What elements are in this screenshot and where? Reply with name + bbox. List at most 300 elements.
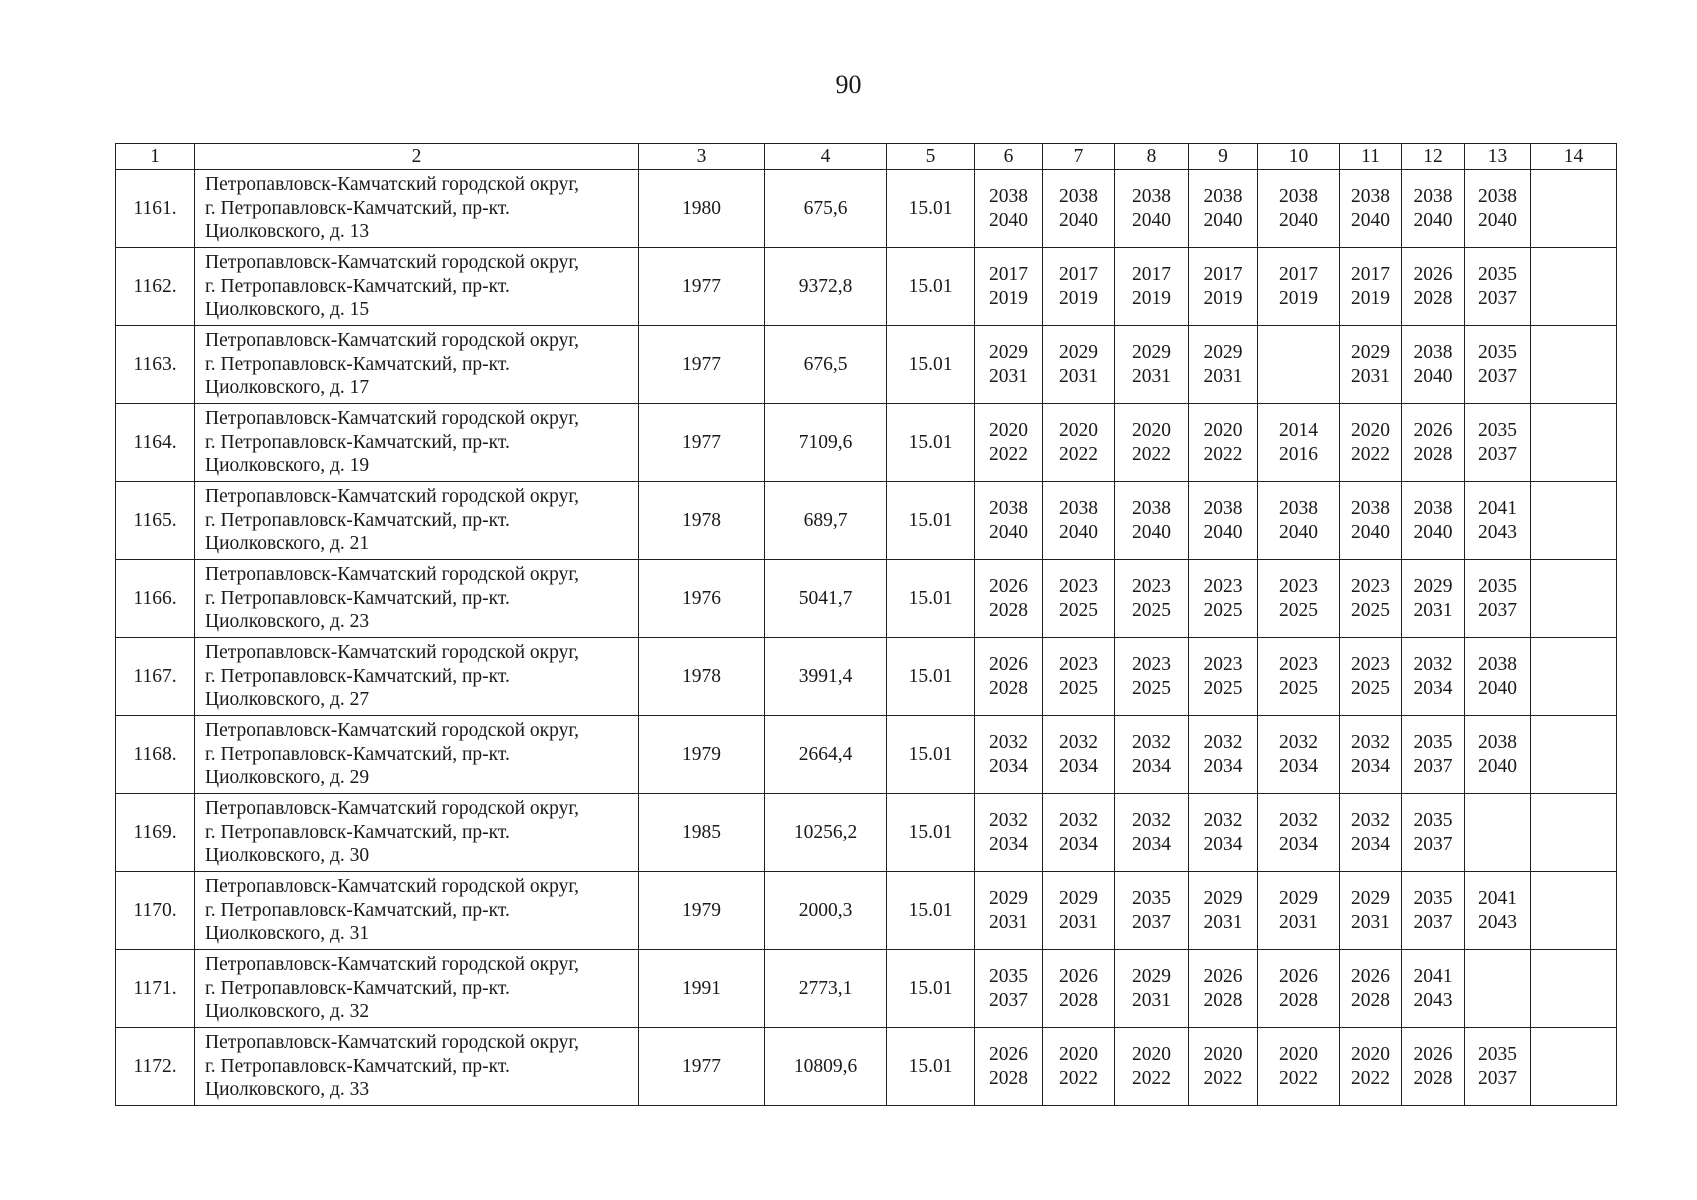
period-start-year: 2035: [1132, 888, 1171, 909]
table-row: [116, 404, 1617, 482]
period-start-year: 2023: [1132, 576, 1171, 597]
address-line: Петропавловск-Камчатский городской округ,: [205, 174, 580, 196]
row-number-cell: 1169.: [116, 794, 195, 872]
row-number-cell: 1163.: [116, 326, 195, 404]
period-start-year: 2023: [1203, 654, 1243, 675]
column-header-12: 12: [1402, 144, 1465, 170]
address-cell: [195, 326, 639, 404]
period-end-year: 2025: [1351, 677, 1390, 699]
address-cell: [195, 482, 639, 560]
period-cell: [1189, 404, 1258, 482]
area-cell: 675,6: [765, 170, 887, 248]
period-cell: [1402, 482, 1465, 560]
period-end-year: 2040: [1279, 209, 1318, 231]
table-row: [116, 1028, 1617, 1106]
period-cell: [975, 794, 1043, 872]
row-number-cell: 1168.: [116, 716, 195, 794]
table-row: [116, 950, 1617, 1028]
period-end-year: 2019: [1059, 287, 1098, 309]
period-cell: [1340, 248, 1402, 326]
period-end-year: 2022: [989, 443, 1028, 465]
period-start-year: 2020: [1203, 420, 1243, 441]
period-start-year: 2023: [1279, 576, 1318, 597]
period-start-year: 2029: [1413, 576, 1453, 597]
period-cell: [1115, 872, 1189, 950]
period-cell: [1531, 170, 1617, 248]
period-cell: [1043, 482, 1115, 560]
code-cell: 15.01: [887, 638, 975, 716]
period-end-year: 2031: [989, 365, 1028, 387]
period-start-year: 2029: [1059, 342, 1098, 363]
period-start-year: 2032: [1351, 810, 1390, 831]
table-row: [116, 872, 1617, 950]
period-end-year: 2019: [1203, 287, 1243, 309]
period-cell: [1258, 716, 1340, 794]
area-cell: 10256,2: [765, 794, 887, 872]
period-start-year: 2026: [1203, 966, 1243, 987]
period-start-year: 2017: [1203, 264, 1243, 285]
registry-table: [115, 143, 1617, 1106]
period-cell: [1258, 794, 1340, 872]
address-line: Петропавловск-Камчатский городской округ,: [205, 1032, 580, 1054]
period-start-year: 2032: [1413, 654, 1453, 675]
period-cell: [1189, 872, 1258, 950]
period-end-year: 2022: [1203, 443, 1243, 465]
row-number-cell: 1161.: [116, 170, 195, 248]
address-line: Петропавловск-Камчатский городской округ,: [205, 876, 580, 898]
period-end-year: 2040: [1203, 521, 1243, 543]
period-cell: [1465, 170, 1531, 248]
period-cell: [1531, 248, 1617, 326]
period-cell: [1465, 716, 1531, 794]
period-end-year: 2037: [1413, 755, 1453, 777]
address-line: Петропавловск-Камчатский городской округ,: [205, 564, 580, 586]
period-cell: [1258, 404, 1340, 482]
period-end-year: 2025: [1059, 599, 1098, 621]
period-start-year: 2026: [1413, 1044, 1453, 1065]
period-cell: [1258, 560, 1340, 638]
address-line: г. Петропавловск-Камчатский, пр-кт.: [205, 665, 510, 687]
period-end-year: 2034: [1059, 755, 1098, 777]
row-number-cell: 1167.: [116, 638, 195, 716]
period-end-year: 2031: [1132, 989, 1171, 1011]
period-cell: [1402, 326, 1465, 404]
code-cell: 15.01: [887, 404, 975, 482]
period-cell: [1043, 716, 1115, 794]
period-start-year: 2035: [1478, 576, 1517, 597]
period-cell: [1043, 638, 1115, 716]
period-end-year: 2040: [1478, 755, 1517, 777]
period-end-year: 2031: [989, 911, 1028, 933]
period-start-year: 2038: [1413, 342, 1453, 363]
period-end-year: 2028: [1059, 989, 1098, 1011]
period-end-year: 2037: [1478, 365, 1517, 387]
period-cell: [1531, 326, 1617, 404]
period-end-year: 2025: [1059, 677, 1098, 699]
period-end-year: 2034: [1413, 677, 1453, 699]
period-start-year: 2035: [1478, 342, 1517, 363]
period-start-year: 2038: [1279, 186, 1318, 207]
period-cell: [1465, 404, 1531, 482]
address-line: г. Петропавловск-Камчатский, пр-кт.: [205, 353, 510, 375]
period-cell: [1531, 404, 1617, 482]
address-line: Петропавловск-Камчатский городской округ,: [205, 252, 580, 274]
period-start-year: 2038: [1413, 498, 1453, 519]
address-line: Петропавловск-Камчатский городской округ,: [205, 642, 580, 664]
period-cell: [1465, 1028, 1531, 1106]
row-number-cell: 1166.: [116, 560, 195, 638]
period-cell: [1465, 482, 1531, 560]
address-line: Циолковского, д. 15: [205, 299, 370, 321]
period-end-year: 2022: [1132, 443, 1171, 465]
period-end-year: 2040: [1478, 209, 1517, 231]
period-start-year: 2038: [1478, 186, 1517, 207]
period-cell: [1115, 794, 1189, 872]
period-end-year: 2037: [1478, 1067, 1517, 1089]
period-start-year: 2038: [1132, 186, 1171, 207]
period-cell: [1258, 326, 1340, 404]
code-cell: 15.01: [887, 560, 975, 638]
period-end-year: 2037: [1478, 443, 1517, 465]
period-cell: [1115, 170, 1189, 248]
period-start-year: 2026: [1413, 264, 1453, 285]
period-start-year: 2035: [1413, 732, 1453, 753]
period-start-year: 2035: [1478, 1044, 1517, 1065]
address-line: Петропавловск-Камчатский городской округ,: [205, 408, 580, 430]
build-year-cell: 1978: [639, 638, 765, 716]
period-cell: [1340, 1028, 1402, 1106]
column-header-13: 13: [1465, 144, 1531, 170]
period-start-year: 2020: [989, 420, 1028, 441]
period-start-year: 2041: [1478, 888, 1517, 909]
row-number-cell: 1164.: [116, 404, 195, 482]
period-cell: [1402, 872, 1465, 950]
period-start-year: 2032: [1132, 810, 1171, 831]
address-cell: [195, 1028, 639, 1106]
build-year-cell: 1979: [639, 872, 765, 950]
period-end-year: 2031: [1413, 599, 1453, 621]
period-cell: [1189, 950, 1258, 1028]
period-start-year: 2017: [989, 264, 1028, 285]
period-start-year: 2038: [989, 186, 1028, 207]
period-end-year: 2031: [1203, 365, 1243, 387]
address-line: Циолковского, д. 23: [205, 611, 370, 633]
period-start-year: 2020: [1351, 420, 1390, 441]
period-end-year: 2031: [1059, 365, 1098, 387]
address-cell: [195, 638, 639, 716]
build-year-cell: 1977: [639, 248, 765, 326]
period-start-year: 2017: [1132, 264, 1171, 285]
period-cell: [975, 326, 1043, 404]
table-body: [116, 144, 1617, 1106]
period-end-year: 2022: [1132, 1067, 1171, 1089]
period-start-year: 2023: [1279, 654, 1318, 675]
period-start-year: 2029: [1351, 888, 1390, 909]
period-end-year: 2022: [1351, 1067, 1390, 1089]
period-cell: [975, 872, 1043, 950]
period-cell: [1189, 326, 1258, 404]
address-line: г. Петропавловск-Камчатский, пр-кт.: [205, 821, 510, 843]
period-start-year: 2038: [1059, 186, 1098, 207]
row-number-cell: 1170.: [116, 872, 195, 950]
period-cell: [1465, 560, 1531, 638]
area-cell: 2773,1: [765, 950, 887, 1028]
period-cell: [1043, 560, 1115, 638]
address-line: Петропавловск-Камчатский городской округ,: [205, 330, 580, 352]
period-end-year: 2040: [1132, 521, 1171, 543]
address-line: Циолковского, д. 19: [205, 455, 370, 477]
row-number-cell: 1172.: [116, 1028, 195, 1106]
table-row: [116, 248, 1617, 326]
build-year-cell: 1977: [639, 326, 765, 404]
address-line: г. Петропавловск-Камчатский, пр-кт.: [205, 275, 510, 297]
period-end-year: 2028: [1413, 1067, 1453, 1089]
period-end-year: 2031: [1351, 365, 1390, 387]
row-number-cell: 1165.: [116, 482, 195, 560]
period-cell: [1402, 794, 1465, 872]
code-cell: 15.01: [887, 716, 975, 794]
period-cell: [975, 170, 1043, 248]
period-end-year: 2019: [1351, 287, 1390, 309]
period-end-year: 2037: [1132, 911, 1171, 933]
period-end-year: 2040: [1132, 209, 1171, 231]
address-line: Циолковского, д. 21: [205, 533, 370, 555]
period-cell: [1402, 170, 1465, 248]
period-cell: [1340, 872, 1402, 950]
period-start-year: 2038: [1351, 186, 1390, 207]
period-cell: [1258, 950, 1340, 1028]
period-end-year: 2040: [1059, 521, 1098, 543]
period-end-year: 2028: [989, 1067, 1028, 1089]
build-year-cell: 1980: [639, 170, 765, 248]
address-cell: [195, 950, 639, 1028]
column-header-3: 3: [639, 144, 765, 170]
period-end-year: 2025: [1279, 677, 1318, 699]
period-end-year: 2019: [1132, 287, 1171, 309]
period-start-year: 2032: [1059, 732, 1098, 753]
period-start-year: 2035: [1478, 264, 1517, 285]
address-line: Циолковского, д. 17: [205, 377, 370, 399]
period-cell: [1465, 248, 1531, 326]
period-cell: [1531, 716, 1617, 794]
period-end-year: 2037: [1478, 599, 1517, 621]
period-cell: [1402, 716, 1465, 794]
period-start-year: 2017: [1279, 264, 1318, 285]
period-start-year: 2023: [1059, 576, 1098, 597]
build-year-cell: 1979: [639, 716, 765, 794]
column-header-10: 10: [1258, 144, 1340, 170]
period-end-year: 2034: [1203, 755, 1243, 777]
table-row: [116, 482, 1617, 560]
table-row: [116, 716, 1617, 794]
period-end-year: 2031: [1351, 911, 1390, 933]
period-cell: [1115, 950, 1189, 1028]
period-start-year: 2026: [989, 1044, 1028, 1065]
period-cell: [1115, 482, 1189, 560]
period-start-year: 2032: [1351, 732, 1390, 753]
period-cell: [1340, 794, 1402, 872]
period-end-year: 2034: [1351, 833, 1390, 855]
period-start-year: 2029: [1203, 342, 1243, 363]
period-start-year: 2029: [1203, 888, 1243, 909]
period-cell: [1340, 326, 1402, 404]
period-cell: [1043, 404, 1115, 482]
address-line: Циолковского, д. 27: [205, 689, 370, 711]
period-end-year: 2028: [989, 677, 1028, 699]
period-cell: [1115, 560, 1189, 638]
period-cell: [1531, 794, 1617, 872]
period-cell: [1115, 404, 1189, 482]
period-cell: [1531, 950, 1617, 1028]
period-cell: [1340, 482, 1402, 560]
table-row: [116, 170, 1617, 248]
period-cell: [1258, 1028, 1340, 1106]
period-start-year: 2029: [1132, 342, 1171, 363]
period-start-year: 2038: [989, 498, 1028, 519]
code-cell: 15.01: [887, 1028, 975, 1106]
period-end-year: 2034: [1279, 755, 1318, 777]
period-end-year: 2043: [1478, 911, 1517, 933]
period-start-year: 2038: [1478, 654, 1517, 675]
column-header-7: 7: [1043, 144, 1115, 170]
period-start-year: 2038: [1132, 498, 1171, 519]
address-line: г. Петропавловск-Камчатский, пр-кт.: [205, 587, 510, 609]
period-end-year: 2040: [1279, 521, 1318, 543]
period-cell: [1402, 950, 1465, 1028]
period-start-year: 2032: [1279, 810, 1318, 831]
period-end-year: 2028: [989, 599, 1028, 621]
period-start-year: 2020: [1059, 420, 1098, 441]
period-end-year: 2034: [1279, 833, 1318, 855]
period-end-year: 2034: [1059, 833, 1098, 855]
address-line: г. Петропавловск-Камчатский, пр-кт.: [205, 977, 510, 999]
period-start-year: 2023: [1351, 576, 1390, 597]
period-cell: [975, 638, 1043, 716]
period-cell: [1402, 404, 1465, 482]
period-cell: [1043, 872, 1115, 950]
area-cell: 689,7: [765, 482, 887, 560]
period-start-year: 2020: [1059, 1044, 1098, 1065]
code-cell: 15.01: [887, 248, 975, 326]
period-cell: [1258, 482, 1340, 560]
period-start-year: 2038: [1059, 498, 1098, 519]
period-cell: [1531, 1028, 1617, 1106]
code-cell: 15.01: [887, 482, 975, 560]
period-start-year: 2035: [1478, 420, 1517, 441]
column-header-14: 14: [1531, 144, 1617, 170]
period-start-year: 2029: [1351, 342, 1390, 363]
address-line: г. Петропавловск-Камчатский, пр-кт.: [205, 899, 510, 921]
period-cell: [975, 248, 1043, 326]
address-line: Петропавловск-Камчатский городской округ,: [205, 954, 580, 976]
period-start-year: 2038: [1203, 186, 1243, 207]
period-cell: [1340, 170, 1402, 248]
period-cell: [1189, 794, 1258, 872]
period-end-year: 2034: [1203, 833, 1243, 855]
period-start-year: 2014: [1279, 420, 1318, 441]
period-cell: [1258, 248, 1340, 326]
period-start-year: 2038: [1413, 186, 1453, 207]
period-cell: [1189, 482, 1258, 560]
period-end-year: 2037: [1478, 287, 1517, 309]
period-end-year: 2028: [1413, 287, 1453, 309]
period-cell: [1402, 1028, 1465, 1106]
column-header-11: 11: [1340, 144, 1402, 170]
period-start-year: 2017: [1059, 264, 1098, 285]
address-cell: [195, 170, 639, 248]
period-end-year: 2022: [1059, 443, 1098, 465]
period-start-year: 2029: [1059, 888, 1098, 909]
period-cell: [1340, 716, 1402, 794]
period-cell: [1402, 560, 1465, 638]
period-start-year: 2023: [1351, 654, 1390, 675]
period-end-year: 2028: [1203, 989, 1243, 1011]
period-end-year: 2040: [989, 209, 1028, 231]
period-end-year: 2034: [989, 755, 1028, 777]
period-start-year: 2038: [1478, 732, 1517, 753]
period-start-year: 2035: [989, 966, 1028, 987]
address-line: Петропавловск-Камчатский городской округ,: [205, 720, 580, 742]
period-cell: [975, 716, 1043, 794]
table-row: [116, 326, 1617, 404]
period-cell: [1115, 1028, 1189, 1106]
period-start-year: 2020: [1279, 1044, 1318, 1065]
period-end-year: 2028: [1413, 443, 1453, 465]
period-cell: [1189, 716, 1258, 794]
period-start-year: 2026: [989, 576, 1028, 597]
period-end-year: 2040: [1351, 521, 1390, 543]
period-end-year: 2037: [1413, 833, 1453, 855]
address-cell: [195, 560, 639, 638]
period-cell: [1340, 404, 1402, 482]
code-cell: 15.01: [887, 794, 975, 872]
period-start-year: 2038: [1203, 498, 1243, 519]
period-cell: [1189, 560, 1258, 638]
period-start-year: 2020: [1132, 420, 1171, 441]
period-cell: [1258, 872, 1340, 950]
period-end-year: 2022: [1203, 1067, 1243, 1089]
period-end-year: 2034: [1132, 833, 1171, 855]
period-cell: [975, 950, 1043, 1028]
period-start-year: 2038: [1279, 498, 1318, 519]
address-line: г. Петропавловск-Камчатский, пр-кт.: [205, 1055, 510, 1077]
period-end-year: 2040: [1203, 209, 1243, 231]
period-end-year: 2040: [1413, 521, 1453, 543]
period-end-year: 2028: [1279, 989, 1318, 1011]
period-end-year: 2040: [1351, 209, 1390, 231]
period-start-year: 2023: [1132, 654, 1171, 675]
period-cell: [1043, 950, 1115, 1028]
period-cell: [1340, 638, 1402, 716]
period-start-year: 2020: [1351, 1044, 1390, 1065]
period-end-year: 2019: [989, 287, 1028, 309]
build-year-cell: 1977: [639, 1028, 765, 1106]
build-year-cell: 1991: [639, 950, 765, 1028]
period-start-year: 2038: [1351, 498, 1390, 519]
period-start-year: 2035: [1413, 888, 1453, 909]
period-cell: [1115, 716, 1189, 794]
area-cell: 3991,4: [765, 638, 887, 716]
period-start-year: 2026: [1351, 966, 1390, 987]
period-end-year: 2037: [989, 989, 1028, 1011]
period-cell: [1531, 482, 1617, 560]
period-cell: [1043, 170, 1115, 248]
period-cell: [1043, 248, 1115, 326]
column-header-row: [116, 144, 1617, 170]
period-start-year: 2032: [1132, 732, 1171, 753]
area-cell: 10809,6: [765, 1028, 887, 1106]
period-cell: [1189, 1028, 1258, 1106]
